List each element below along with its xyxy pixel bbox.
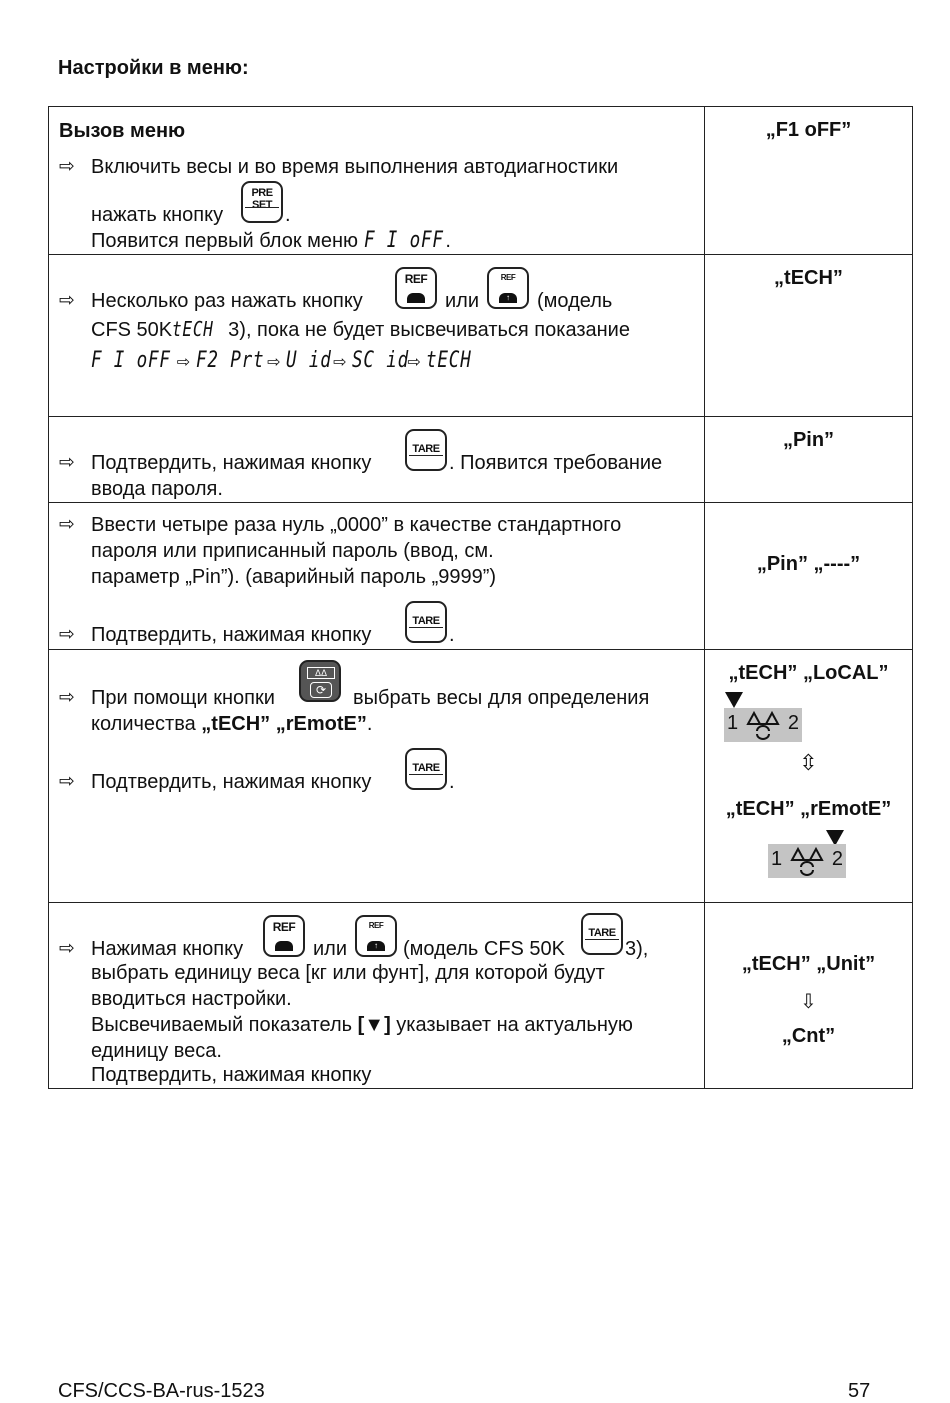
row1-heading: Вызов меню (59, 120, 186, 142)
tare-key-icon: TARE (405, 601, 447, 643)
row5-line1: При помощи кнопки ΔΔ ⟳ выбрать весы для определения (91, 686, 275, 710)
row6-line5: единицу веса. (91, 1040, 222, 1062)
row5-line3: Подтвердить, нажимая кнопку TARE . (91, 770, 371, 794)
indicator-triangle-icon (725, 692, 743, 708)
row6-display (705, 903, 913, 1089)
step-arrow-icon: ⇨ (176, 354, 191, 371)
step-arrow-icon: ⇨ (333, 354, 347, 371)
row2-display (705, 255, 913, 417)
table-row (49, 417, 913, 503)
arrow-icon: ⇨ (59, 938, 75, 959)
row5-instructions (49, 650, 705, 903)
menu-settings-table (48, 106, 913, 1089)
arrow-icon: ⇨ (59, 156, 75, 177)
row4-line3: параметр „Pin”). (аварийный пароль „9999”) (91, 566, 497, 588)
display-value-local: „tECH” „LoCAL” (728, 662, 889, 684)
step-arrow-icon: ⇨ (267, 354, 281, 371)
row4-line2: пароля или приписанный пароль (ввод, см. (91, 540, 494, 562)
row4-instructions (49, 503, 705, 650)
display-segment: F I oFF (363, 228, 444, 253)
arrow-icon: ⇨ (59, 624, 75, 645)
row6-line1: Нажимая кнопку REF или REF ↑ (модель CFS 50K TARE 3), (91, 937, 243, 961)
step-arrow-icon: ⇨ (407, 354, 421, 371)
table-row (49, 255, 913, 417)
scale-switch-key-icon: ΔΔ ⟳ (299, 660, 341, 702)
arrow-icon: ⇨ (59, 452, 75, 473)
scale-display-panel-remote: 1 2 (768, 844, 846, 878)
toggle-arrow-icon: ⇳ (799, 750, 818, 775)
table-row (49, 650, 913, 903)
scales-icon (790, 846, 824, 882)
row2-line2: CFS 50KtECH 3), пока не будет высвечиваться показание (91, 317, 630, 341)
row1-line2: нажать кнопку PRE SET . (91, 203, 223, 227)
arrow-icon: ⇨ (59, 687, 75, 708)
display-value-remote: „tECH” „rEmotE” (725, 798, 892, 820)
row4-line1: Ввести четыре раза нуль „0000” в качестве стандартного (91, 514, 622, 536)
row4-line4: Подтвердить, нажимая кнопку TARE . (91, 623, 371, 647)
arrow-icon: ⇨ (59, 290, 75, 311)
row6-instructions (49, 903, 705, 1089)
row1-instructions (49, 107, 705, 255)
table-row (49, 503, 913, 650)
row5-line2: количества „tECH” „rEmotE”. (91, 713, 373, 735)
display-segment: tECH (172, 317, 214, 341)
arrow-icon: ⇨ (59, 771, 75, 792)
scales-icon (746, 710, 780, 746)
row6-line6: Подтвердить, нажимая кнопку (91, 1064, 372, 1086)
document-code: CFS/CCS-BA-rus-1523 (58, 1380, 265, 1402)
table-row (49, 107, 913, 255)
arrow-icon: ⇨ (59, 514, 75, 535)
row2-line1: Несколько раз нажать кнопку REF или REF ↑ (модель (91, 289, 363, 313)
row6-line3: вводиться настройки. (91, 988, 292, 1010)
scale-display-panel-local: 1 2 (724, 708, 802, 742)
page-title: Настройки в меню: (58, 57, 249, 79)
tare-key-icon: TARE (405, 748, 447, 790)
row3-instructions (49, 417, 705, 503)
ref-key-icon: REF (395, 267, 437, 309)
down-arrow-icon: ⇩ (800, 991, 817, 1013)
row2-instructions (49, 255, 705, 417)
display-value: „Pin” „----” (756, 553, 861, 575)
display-value: „Pin” (782, 429, 835, 451)
preset-key-icon: PRE SET (241, 181, 283, 223)
row4-display (705, 503, 913, 650)
ref-key-icon: REF (263, 915, 305, 957)
row2-display-sequence: F I oFF ⇨ F2 Prt ⇨ U id⇨ SC id⇨ tECH (91, 348, 472, 373)
display-value: „tECH” (774, 267, 843, 289)
row3-line1: Подтвердить, нажимая кнопку TARE . Появится требование (91, 451, 371, 475)
tare-key-icon: TARE (405, 429, 447, 471)
row1-line3: Появится первый блок меню F I oFF. (91, 228, 451, 253)
display-value: „F1 oFF” (765, 119, 852, 141)
display-value-unit: „tECH” „Unit” (741, 953, 876, 975)
ref-key-alt-icon: REF ↑ (487, 267, 529, 309)
row3-line2: ввода пароля. (91, 478, 223, 500)
row3-display (705, 417, 913, 503)
row1-display (705, 107, 913, 255)
row6-line2: выбрать единицу веса [кг или фунт], для которой будут (91, 962, 605, 984)
row5-display (705, 650, 913, 903)
display-value-cnt: „Cnt” (781, 1025, 836, 1047)
row6-line4: Высвечиваемый показатель [▼] указывает на актуальную (91, 1014, 633, 1036)
row1-line1: Включить весы и во время выполнения автодиагностики (91, 156, 619, 178)
ref-key-alt-icon: REF ↑ (355, 915, 397, 957)
table-row (49, 903, 913, 1089)
page-number: 57 (848, 1380, 871, 1402)
tare-key-icon: TARE (581, 913, 623, 955)
